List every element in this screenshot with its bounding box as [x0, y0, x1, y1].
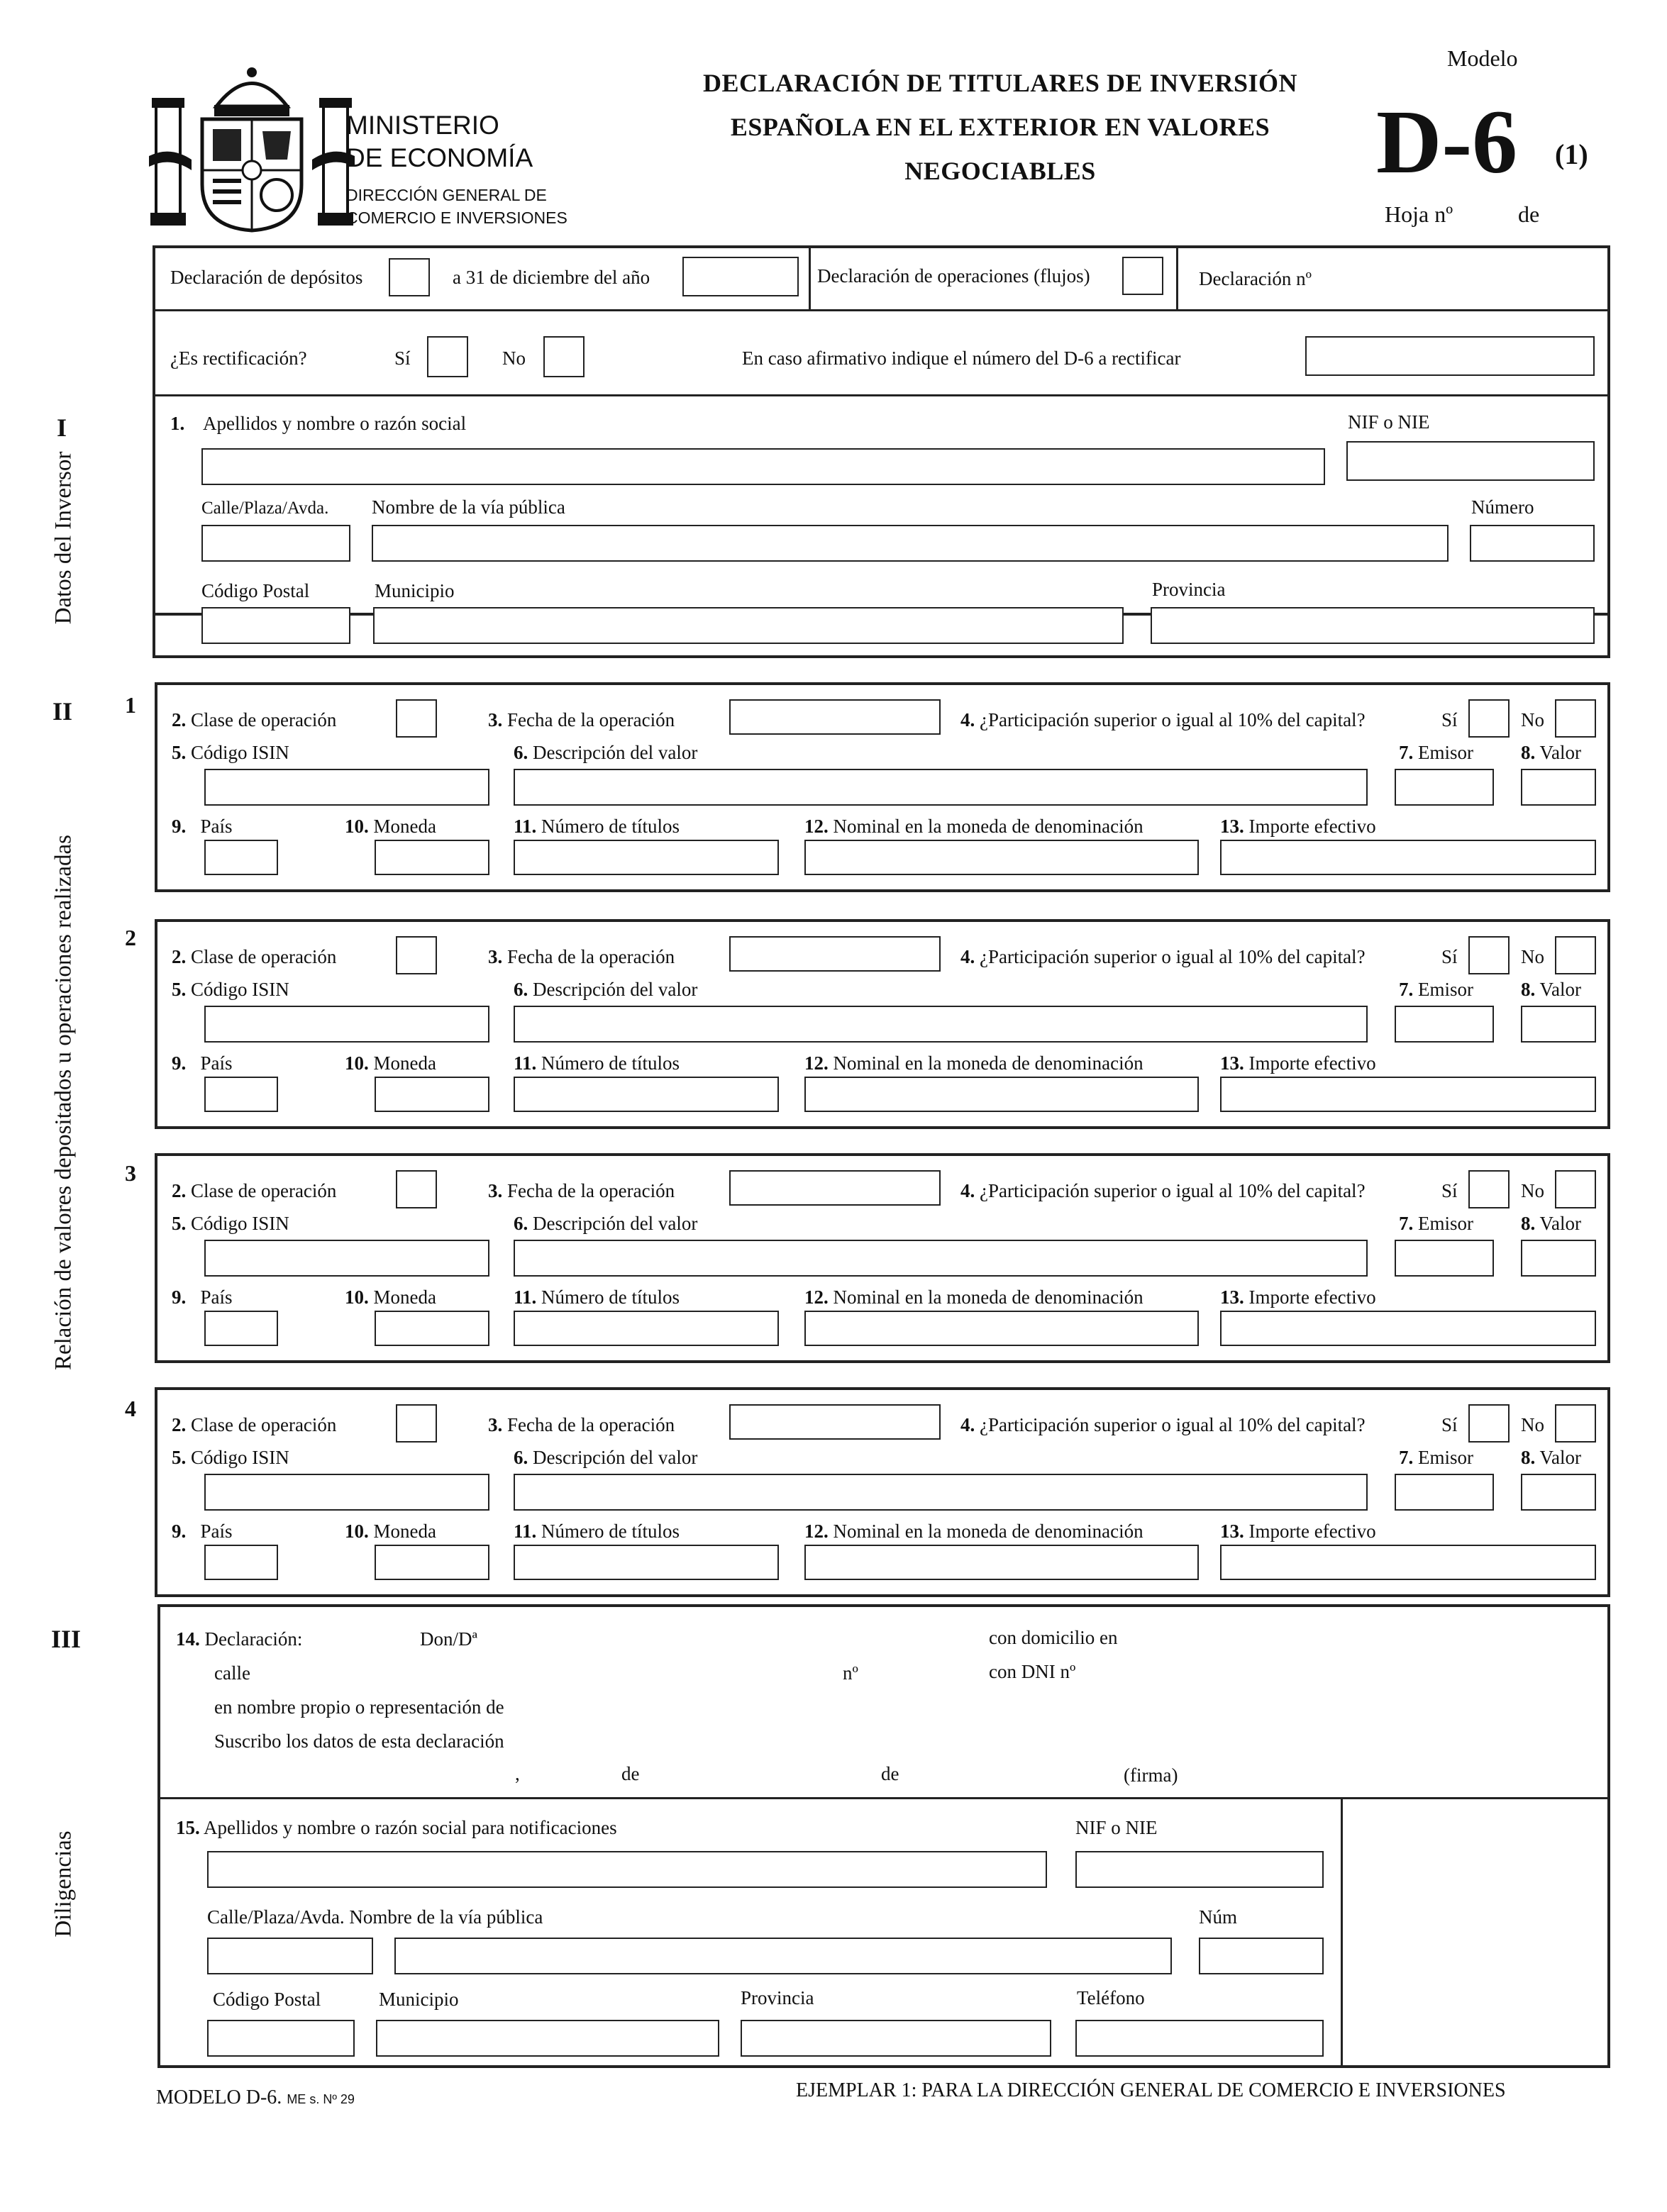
op-class-input[interactable]: [396, 1404, 437, 1443]
rectification-no-checkbox[interactable]: [543, 336, 585, 377]
modelo-label: Modelo: [1447, 45, 1518, 71]
titles-input[interactable]: [514, 1311, 779, 1346]
description-label: 6. Descripción del valor: [514, 1213, 698, 1234]
isin-label: 5. Código ISIN: [172, 742, 289, 763]
issuer-label: 7. Emisor: [1399, 742, 1473, 763]
currency-input[interactable]: [375, 1077, 489, 1112]
issuer-label: 7. Emisor: [1399, 1213, 1473, 1234]
currency-input[interactable]: [375, 1311, 489, 1346]
isin-label: 5. Código ISIN: [172, 979, 289, 1000]
value-input[interactable]: [1521, 1240, 1596, 1277]
rectification-question: ¿Es rectificación?: [170, 348, 307, 369]
isin-label: 5. Código ISIN: [172, 1447, 289, 1468]
amount-input[interactable]: [1220, 1545, 1596, 1580]
footer-model: MODELO D-6. ME s. Nº 29: [156, 2086, 355, 2108]
participation-no-checkbox[interactable]: [1555, 936, 1596, 974]
amount-label: 13. Importe efectivo: [1220, 1521, 1376, 1542]
notif-municipality-input[interactable]: [376, 2020, 719, 2057]
op-date-input[interactable]: [729, 1404, 941, 1440]
amount-input[interactable]: [1220, 840, 1596, 875]
participation-yes-label: Sí: [1441, 1414, 1458, 1435]
titles-input[interactable]: [514, 1077, 779, 1112]
op-class-input[interactable]: [396, 936, 437, 974]
isin-input[interactable]: [204, 1240, 489, 1277]
rectification-number-label: En caso afirmativo indique el número del D-6 a rectificar: [742, 348, 1181, 369]
value-label: 8. Valor: [1521, 1447, 1581, 1468]
street-type-label: Calle/Plaza/Avda.: [201, 499, 329, 518]
op-date-label: 3. Fecha de la operación: [488, 1414, 675, 1435]
form-title-1: DECLARACIÓN DE TITULARES DE INVERSIÓN: [702, 69, 1297, 97]
op-class-label: 2. Clase de operación: [172, 709, 337, 730]
participation-yes-checkbox[interactable]: [1468, 936, 1510, 974]
amount-label: 13. Importe efectivo: [1220, 816, 1376, 837]
domicile-label: con domicilio en: [989, 1627, 1118, 1648]
op-date-input[interactable]: [729, 1170, 941, 1206]
rectification-yes-label: Sí: [394, 348, 411, 369]
country-label: 9. País: [172, 1052, 233, 1074]
participation-no-checkbox[interactable]: [1555, 1404, 1596, 1443]
section-investor-side-label: Datos del Inversor: [50, 451, 77, 625]
op-date-input[interactable]: [729, 936, 941, 972]
divider: [154, 309, 1609, 311]
currency-label: 10. Moneda: [345, 1521, 436, 1542]
description-input[interactable]: [514, 1474, 1368, 1511]
notif-postal-input[interactable]: [207, 2020, 355, 2057]
investor-nif-label: NIF o NIE: [1348, 411, 1430, 433]
notif-nif-input[interactable]: [1075, 1851, 1324, 1888]
hoja-label: Hoja nº: [1385, 201, 1453, 227]
nominal-label: 12. Nominal en la moneda de denominación: [804, 1286, 1143, 1308]
participation-yes-checkbox[interactable]: [1468, 1170, 1510, 1208]
titles-input[interactable]: [514, 840, 779, 875]
block-4-number: 4: [125, 1396, 136, 1421]
deposits-label: Declaración de depósitos: [170, 267, 363, 288]
deposits-checkbox[interactable]: [389, 258, 430, 296]
country-input[interactable]: [204, 1545, 278, 1580]
section-1-frame-extend: [153, 394, 1610, 658]
value-input[interactable]: [1521, 1474, 1596, 1511]
currency-input[interactable]: [375, 1545, 489, 1580]
divider: [159, 1797, 1609, 1799]
description-input[interactable]: [514, 1240, 1368, 1277]
section-roman-3: III: [51, 1625, 82, 1653]
nominal-label: 12. Nominal en la moneda de denominación: [804, 1521, 1143, 1542]
street-number-label: Número: [1471, 496, 1534, 518]
value-input[interactable]: [1521, 1006, 1596, 1043]
signature-label: (firma): [1124, 1764, 1178, 1786]
description-label: 6. Descripción del valor: [514, 742, 698, 763]
street-name-label: Nombre de la vía pública: [372, 496, 565, 518]
subscribe-label: Suscribo los datos de esta declaración: [214, 1730, 504, 1752]
notif-num-input[interactable]: [1199, 1938, 1324, 1974]
issuer-input[interactable]: [1395, 1006, 1494, 1043]
year-label: a 31 de diciembre del año: [453, 267, 650, 288]
divider: [1176, 247, 1178, 309]
issuer-input[interactable]: [1395, 1474, 1494, 1511]
divider: [1341, 1797, 1343, 2067]
issuer-input[interactable]: [1395, 769, 1494, 806]
isin-input[interactable]: [204, 1006, 489, 1043]
value-label: 8. Valor: [1521, 1213, 1581, 1234]
notif-province-input[interactable]: [741, 2020, 1051, 2057]
field-1-label: Apellidos y nombre o razón social: [203, 413, 467, 434]
notif-postal-label: Código Postal: [213, 1989, 321, 2010]
description-label: 6. Descripción del valor: [514, 979, 698, 1000]
rectification-no-label: No: [502, 348, 526, 369]
titles-label: 11. Número de títulos: [514, 1286, 680, 1308]
notif-province-label: Provincia: [741, 1987, 814, 2008]
street-no-label: nº: [843, 1662, 858, 1684]
participation-yes-checkbox[interactable]: [1468, 1404, 1510, 1443]
divider: [809, 247, 811, 309]
currency-input[interactable]: [375, 840, 489, 875]
year-input[interactable]: [682, 257, 799, 296]
isin-input[interactable]: [204, 1474, 489, 1511]
country-input[interactable]: [204, 840, 278, 875]
participation-yes-label: Sí: [1441, 946, 1458, 967]
isin-input[interactable]: [204, 769, 489, 806]
notif-phone-label: Teléfono: [1077, 1987, 1145, 2008]
country-label: 9. País: [172, 1521, 233, 1542]
amount-label: 13. Importe efectivo: [1220, 1052, 1376, 1074]
op-class-label: 2. Clase de operación: [172, 1414, 337, 1435]
form-title-2: ESPAÑOLA EN EL EXTERIOR EN VALORES: [730, 113, 1270, 141]
notif-num-label: Núm: [1199, 1906, 1237, 1928]
don-label: Don/Dª: [420, 1628, 477, 1650]
nominal-input[interactable]: [804, 1311, 1199, 1346]
notif-name-input[interactable]: [207, 1851, 1047, 1888]
declaration-number-label: Declaración nº: [1199, 268, 1312, 289]
participation-no-label: No: [1521, 946, 1544, 967]
footer-copy: EJEMPLAR 1: PARA LA DIRECCIÓN GENERAL DE COMERCIO E INVERSIONES: [796, 2079, 1506, 2101]
notif-nif-label: NIF o NIE: [1075, 1817, 1158, 1838]
country-label: 9. País: [172, 1286, 233, 1308]
block-3-number: 3: [125, 1160, 136, 1186]
notif-street-label: Calle/Plaza/Avda. Nombre de la vía pública: [207, 1906, 543, 1928]
currency-label: 10. Moneda: [345, 816, 436, 837]
field-1-number: 1.: [170, 413, 185, 434]
modelo-copy: (1): [1555, 138, 1588, 170]
form-title-3: NEGOCIABLES: [904, 157, 1096, 185]
coat-of-arms-emblem: [149, 64, 355, 234]
country-label: 9. País: [172, 816, 233, 837]
section-roman-2: II: [52, 697, 73, 726]
nominal-input[interactable]: [804, 1077, 1199, 1112]
notif-phone-input[interactable]: [1075, 2020, 1324, 2057]
country-input[interactable]: [204, 1077, 278, 1112]
isin-label: 5. Código ISIN: [172, 1213, 289, 1234]
op-class-label: 2. Clase de operación: [172, 1180, 337, 1201]
description-label: 6. Descripción del valor: [514, 1447, 698, 1468]
titles-input[interactable]: [514, 1545, 779, 1580]
op-date-input[interactable]: [729, 699, 941, 735]
municipality-label: Municipio: [375, 580, 455, 601]
participation-label: 4. ¿Participación superior o igual al 10% del capital?: [960, 946, 1366, 967]
block-1-number: 1: [125, 692, 136, 718]
flows-label: Declaración de operaciones (flujos): [817, 265, 1090, 287]
op-class-input[interactable]: [396, 699, 437, 738]
value-label: 8. Valor: [1521, 979, 1581, 1000]
date-de-2: de: [881, 1763, 899, 1784]
ministry-name-1: MINISTERIO: [346, 111, 499, 140]
participation-no-label: No: [1521, 1414, 1544, 1435]
participation-no-checkbox[interactable]: [1555, 699, 1596, 738]
amount-label: 13. Importe efectivo: [1220, 1286, 1376, 1308]
issuer-label: 7. Emisor: [1399, 979, 1473, 1000]
participation-label: 4. ¿Participación superior o igual al 10% del capital?: [960, 1180, 1366, 1201]
section-securities-side-label: Relación de valores depositados u operaciones realizadas: [50, 834, 77, 1371]
direction-name-2: COMERCIO E INVERSIONES: [346, 209, 567, 227]
titles-label: 11. Número de títulos: [514, 816, 680, 837]
block-2-number: 2: [125, 925, 136, 950]
participation-label: 4. ¿Participación superior o igual al 10% del capital?: [960, 709, 1366, 730]
place-comma: ,: [515, 1763, 520, 1784]
participation-label: 4. ¿Participación superior o igual al 10% del capital?: [960, 1414, 1366, 1435]
currency-label: 10. Moneda: [345, 1286, 436, 1308]
op-class-input[interactable]: [396, 1170, 437, 1208]
nominal-label: 12. Nominal en la moneda de denominación: [804, 816, 1143, 837]
nominal-label: 12. Nominal en la moneda de denominación: [804, 1052, 1143, 1074]
value-input[interactable]: [1521, 769, 1596, 806]
nominal-input[interactable]: [804, 840, 1199, 875]
rectification-number-input[interactable]: [1305, 336, 1595, 376]
hoja-de-label: de: [1518, 201, 1540, 227]
participation-no-checkbox[interactable]: [1555, 1170, 1596, 1208]
value-label: 8. Valor: [1521, 742, 1581, 763]
representation-label: en nombre propio o representación de: [214, 1696, 504, 1718]
participation-yes-label: Sí: [1441, 709, 1458, 730]
dni-label: con DNI nº: [989, 1661, 1076, 1682]
ministry-name-2: DE ECONOMÍA: [346, 143, 533, 172]
flows-checkbox[interactable]: [1122, 257, 1163, 295]
diligencias-side-label: Diligencias: [50, 1830, 77, 1938]
op-date-label: 3. Fecha de la operación: [488, 946, 675, 967]
section-roman-1: I: [57, 413, 67, 442]
description-input[interactable]: [514, 1006, 1368, 1043]
field-14-label: 14. Declaración:: [176, 1628, 303, 1650]
modelo-code: D-6: [1376, 91, 1518, 192]
amount-input[interactable]: [1220, 1077, 1596, 1112]
description-input[interactable]: [514, 769, 1368, 806]
notif-street-name-input[interactable]: [394, 1938, 1172, 1974]
currency-label: 10. Moneda: [345, 1052, 436, 1074]
field-15-label: 15. Apellidos y nombre o razón social para notificaciones: [176, 1817, 617, 1838]
titles-label: 11. Número de títulos: [514, 1521, 680, 1542]
street-label: calle: [214, 1662, 250, 1684]
issuer-label: 7. Emisor: [1399, 1447, 1473, 1468]
titles-label: 11. Número de títulos: [514, 1052, 680, 1074]
province-label: Provincia: [1152, 579, 1226, 600]
op-date-label: 3. Fecha de la operación: [488, 709, 675, 730]
participation-no-label: No: [1521, 709, 1544, 730]
op-class-label: 2. Clase de operación: [172, 946, 337, 967]
participation-no-label: No: [1521, 1180, 1544, 1201]
rectification-yes-checkbox[interactable]: [427, 336, 468, 377]
date-de-1: de: [621, 1763, 640, 1784]
direction-name-1: DIRECCIÓN GENERAL DE: [346, 186, 547, 204]
postal-code-label: Código Postal: [201, 580, 310, 601]
country-input[interactable]: [204, 1311, 278, 1346]
notif-street-type-input[interactable]: [207, 1938, 373, 1974]
participation-yes-checkbox[interactable]: [1468, 699, 1510, 738]
amount-input[interactable]: [1220, 1311, 1596, 1346]
nominal-input[interactable]: [804, 1545, 1199, 1580]
op-date-label: 3. Fecha de la operación: [488, 1180, 675, 1201]
issuer-input[interactable]: [1395, 1240, 1494, 1277]
notif-municipality-label: Municipio: [379, 1989, 459, 2010]
participation-yes-label: Sí: [1441, 1180, 1458, 1201]
